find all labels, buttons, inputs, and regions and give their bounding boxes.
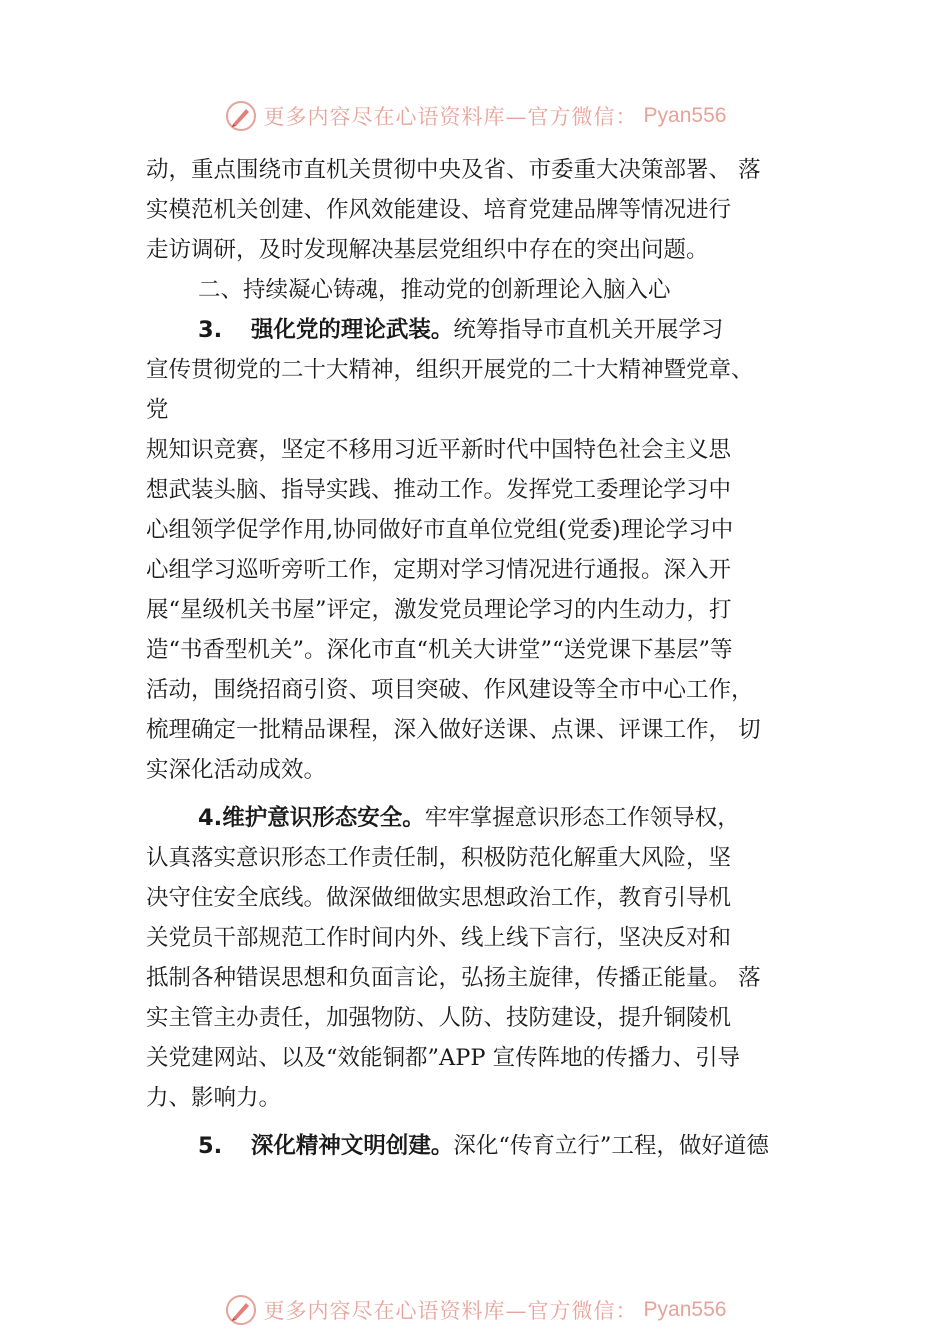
section-heading: 二、持续凝心铸魂，推动党的创新理论入脑入心 [198, 277, 671, 303]
item-4-title: 4.维护意识形态安全。 [198, 805, 425, 831]
text-line: 活动，围绕招商引资、项目突破、作风建设等全市中心工作， [146, 677, 754, 703]
item-3-first-text: 统筹指导市直机关开展学习 [453, 317, 724, 343]
item-5-number: 5. [198, 1133, 223, 1159]
item-5-title: 深化精神文明创建。 [250, 1133, 454, 1159]
text-line: 力、影响力。 [146, 1085, 282, 1111]
text-line: 心组领学促学作用,协同做好市直单位党组(党委)理论学习中 [146, 517, 734, 543]
text-line: 决守住安全底线。做深做细做实思想政治工作，教育引导机 [146, 885, 732, 911]
watermark-text: 更多内容尽在心语资料库—官方微信： [263, 105, 638, 129]
watermark-id: Pyan556 [643, 1298, 727, 1321]
document-body [146, 150, 836, 1166]
text-line: 心组学习巡听旁听工作，定期对学习情况进行通报。深入开 [146, 557, 732, 583]
text-line: 动，重点围绕市直机关贯彻中央及省、市委重大决策部署、 落 [146, 157, 761, 183]
text-line: 实深化活动成效。 [146, 757, 327, 783]
text-line: 宣传贯彻党的二十大精神，组织开展党的二十大精神暨党章、 [146, 357, 754, 383]
text-line: 实模范机关创建、作风效能建设、培育党建品牌等情况进行 [146, 197, 732, 223]
item-4-first-text: 牢牢掌握意识形态工作领导权， [424, 805, 740, 831]
pen-logo-icon [224, 99, 258, 133]
pen-logo-icon [224, 1293, 258, 1327]
text-line: 认真落实意识形态工作责任制，积极防范化解重大风险，坚 [146, 845, 732, 871]
item-3-title: 强化党的理论武装。 [250, 317, 454, 343]
watermark-bottom [0, 1290, 950, 1330]
item-4-first-line [146, 798, 836, 838]
text-line: 造“书香型机关”。深化市直“机关大讲堂”“送党课下基层”等 [146, 637, 733, 663]
text-line: 规知识竞赛，坚定不移用习近平新时代中国特色社会主义思 [146, 437, 732, 463]
text-line: 展“星级机关书屋”评定，激发党员理论学习的内生动力，打 [146, 597, 732, 623]
item-3-first-line [146, 310, 836, 350]
text-line: 实主管主办责任，加强物防、人防、技防建设，提升铜陵机 [146, 1005, 732, 1031]
text-line: 关党建网站、以及“效能铜都”APP 宣传阵地的传播力、引导 [146, 1045, 741, 1071]
text-line: 走访调研，及时发现解决基层党组织中存在的突出问题。 [146, 237, 709, 263]
item-3-number: 3. [198, 317, 223, 343]
watermark-top [0, 96, 950, 136]
watermark-text: 更多内容尽在心语资料库—官方微信： [263, 1299, 638, 1323]
watermark-id: Pyan556 [643, 104, 727, 127]
text-line: 梳理确定一批精品课程，深入做好送课、点课、评课工作， 切 [146, 717, 761, 743]
text-line: 想武装头脑、指导实践、推动工作。发挥党工委理论学习中 [146, 477, 732, 503]
item-5-first-line [146, 1126, 836, 1166]
text-line: 抵制各种错误思想和负面言论，弘扬主旋律，传播正能量。 落 [146, 965, 761, 991]
item-5-first-text: 深化“传育立行”工程，做好道德 [453, 1133, 769, 1159]
text-line: 关党员干部规范工作时间内外、线上线下言行，坚决反对和 [146, 925, 732, 951]
text-line: 党 [146, 397, 169, 423]
